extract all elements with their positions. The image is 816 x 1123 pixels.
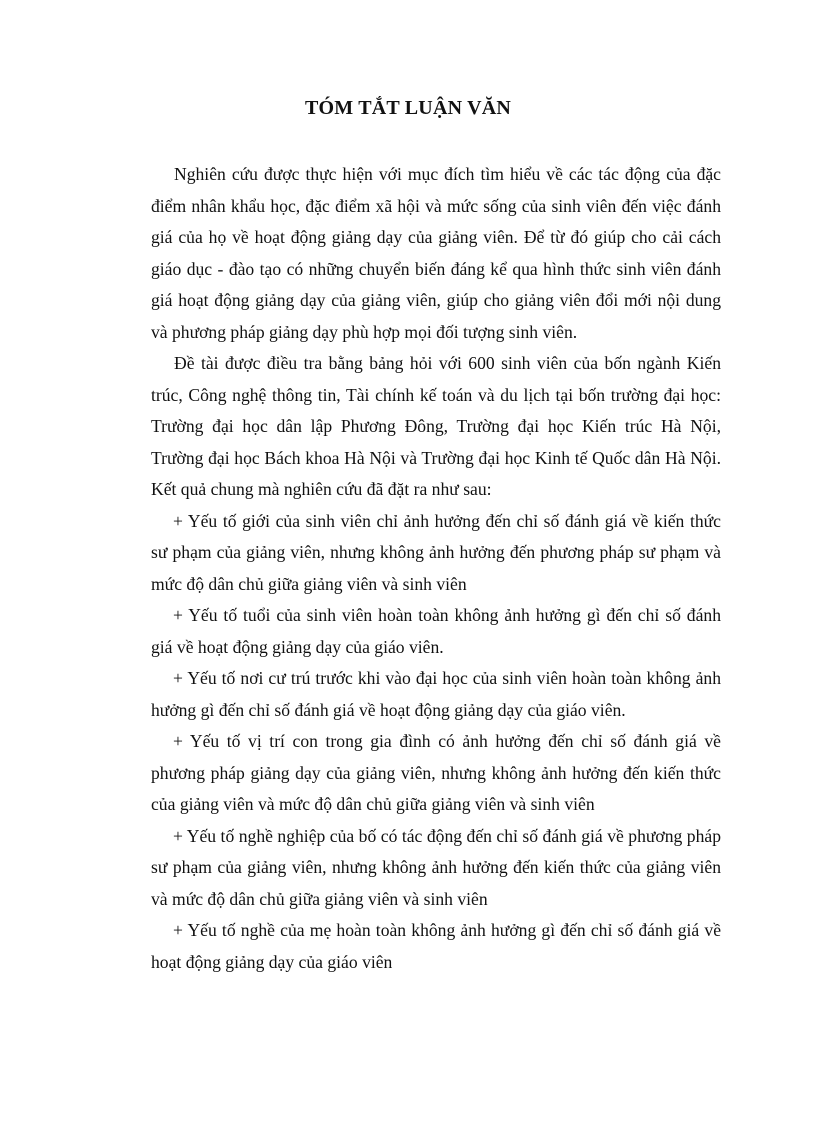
page-title: TÓM TẮT LUẬN VĂN [304, 97, 511, 119]
finding-birth-order: + Yếu tố vị trí con trong gia đình có ảnh hưởng đến chỉ số đánh giá về phương pháp giảng dạy của giảng viên, nhưng không ảnh hưởng đến kiến thức của giảng viên và mức độ dân chủ giữa giảng viên và sinh viên [151, 731, 721, 814]
finding-father-occupation: + Yếu tố nghề nghiệp của bố có tác động đến chỉ số đánh giá về phương pháp sư phạm của giảng viên, nhưng không ảnh hưởng đến kiến thức của giảng viên và mức độ dân chủ giữa giảng viên và sinh viên [151, 825, 721, 909]
paragraph-intro: Nghiên cứu được thực hiện với mục đích tìm hiểu về các tác động của đặc điểm nhân khẩu học, đặc điểm xã hội và mức sống của sinh viên đến việc đánh giá của họ về hoạt động giảng dạy của giảng viên. Để từ đó giúp cho cải cách giáo dục - đào tạo có những chuyển biến đáng kể qua hình thức sinh viên đánh giá hoạt động giảng dạy của giảng viên, giúp cho giảng viên đổi mới nội dung và phương pháp giảng dạy phù hợp mọi đối tượng sinh viên. [151, 164, 721, 342]
finding-residence: + Yếu tố nơi cư trú trước khi vào đại học của sinh viên hoàn toàn không ảnh hưởng gì đến chỉ số đánh giá về hoạt động giảng dạy của giáo viên. [151, 668, 721, 720]
paragraph-method: Đề tài được điều tra bằng bảng hỏi với 600 sinh viên của bốn ngành Kiến trúc, Công nghệ thông tin, Tài chính kế toán và du lịch tại bốn trường đại học: Trường đại học dân lập Phương Đông, Trường đại học Kiến trúc Hà Nội, Trường đại học Bách khoa Hà Nội và Trường đại học Kinh tế Quốc dân Hà Nội. Kết quả chung mà nghiên cứu đã đặt ra như sau: [151, 353, 721, 499]
finding-gender: + Yếu tố giới của sinh viên chỉ ảnh hưởng đến chỉ số đánh giá về kiến thức sư phạm của giảng viên, nhưng không ảnh hưởng đến phương pháp sư phạm và mức độ dân chủ giữa giảng viên và sinh viên [151, 510, 721, 594]
finding-mother-occupation: + Yếu tố nghề của mẹ hoàn toàn không ảnh hưởng gì đến chỉ số đánh giá về hoạt động giảng dạy của giáo viên [151, 920, 721, 972]
document-body [151, 159, 721, 978]
finding-age: + Yếu tố tuổi của sinh viên hoàn toàn không ảnh hưởng gì đến chỉ số đánh giá về hoạt động giảng dạy của giáo viên. [151, 605, 721, 657]
